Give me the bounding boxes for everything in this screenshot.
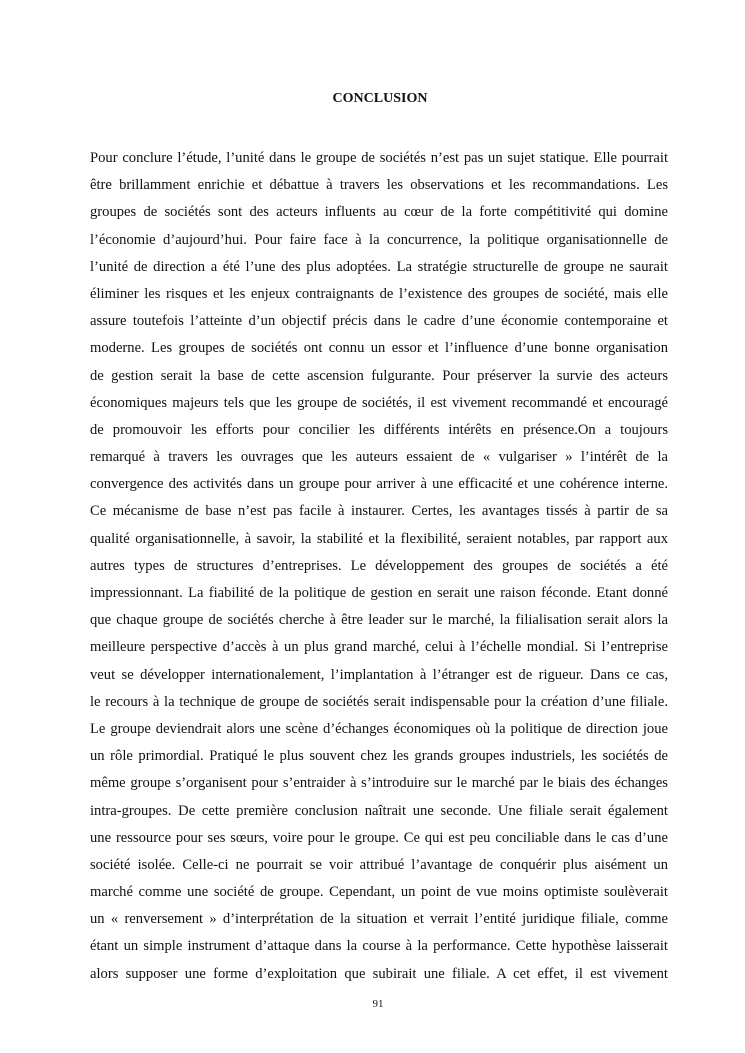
text-line: être brillamment enrichie et débattue à travers les observations et les recommandations. Les [90, 177, 668, 194]
text-line: le recours à la technique de groupe de sociétés serait indispensable pour la création d’une filiale. [90, 693, 668, 710]
text-line: de gestion serait la base de cette ascension fulgurante. Pour préserver la survie des acteurs [90, 367, 668, 384]
text-line: remarqué à travers les ouvrages que les auteurs essaient de « vulgariser » l’intérêt de la [90, 449, 668, 466]
text-line: économiques majeurs tels que les groupe de sociétés, il est vivement recommandé et encouragé [90, 394, 668, 411]
text-line: groupes de sociétés sont des acteurs influents au cœur de la forte compétitivité qui domine [90, 204, 668, 221]
text-line: étant un simple instrument d’attaque dans la course à la performance. Cette hypothèse laisserait [90, 938, 668, 955]
section-title: CONCLUSION [332, 91, 428, 106]
text-line: assure toutefois l’atteinte d’un objectif précis dans le cadre d’une économie contemporaine et [90, 313, 668, 330]
text-line: éliminer les risques et les enjeux contraignants de l’existence des groupes de société, mais elle [90, 285, 668, 302]
text-line: société isolée. Celle-ci ne pourrait se voir attribué l’avantage de conquérir plus aisément un [90, 856, 668, 873]
text-line: alors supposer une forme d’exploitation que subirait une filiale. A cet effet, il est vivement [90, 965, 668, 982]
text-line: meilleure perspective d’accès à un plus grand marché, celui à l’échelle mondial. Si l’entreprise [90, 639, 668, 656]
text-line: une ressource pour ses sœurs, voire pour le groupe. Ce qui est peu conciliable dans le cas d’une [90, 829, 668, 846]
body-paragraph [90, 145, 668, 988]
text-line: l’unité de direction a été l’une des plus adoptées. La stratégie structurelle de groupe ne saurait [90, 258, 668, 275]
text-line: impressionnant. La fiabilité de la politique de gestion en serait une raison féconde. Etant donné [90, 585, 668, 601]
text-line: intra-groupes. De cette première conclusion naîtrait une seconde. Une filiale serait également [90, 802, 668, 819]
text-line: un rôle primordial. Pratiqué le plus souvent chez les grands groupes industriels, les sociétés de [90, 748, 668, 765]
text-line: Ce mécanisme de base n’est pas facile à instaurer. Certes, les avantages tissés à partir de sa [90, 503, 668, 520]
text-line: veut se développer internationalement, l’implantation à l’étranger est de rigueur. Dans ce cas, [90, 666, 668, 683]
text-line: un « renversement » d’interprétation de la situation et verrait l’entité juridique filiale, comme [90, 911, 668, 928]
text-line: que chaque groupe de sociétés cherche à être leader sur le marché, la filialisation serait alors la [90, 612, 668, 629]
text-line: marché comme une société de groupe. Cependant, un point de vue moins optimiste soulèverait [90, 884, 668, 901]
text-line: moderne. Les groupes de sociétés ont connu un essor et l’influence d’une bonne organisation [90, 340, 668, 357]
page-number: 91 [372, 998, 384, 1010]
text-line: de promouvoir les efforts pour concilier les différents intérêts en présence.On a toujours [90, 421, 668, 438]
text-line: l’économie d’aujourd’hui. Pour faire face à la concurrence, la politique organisationnelle de [90, 231, 668, 248]
text-line: convergence des activités dans un groupe pour arriver à une efficacité et une cohérence interne. [90, 476, 668, 493]
text-line: même groupe s’organisent pour s’entraider à s’introduire sur le marché par le biais des échanges [90, 775, 668, 792]
text-line: Le groupe deviendrait alors une scène d’échanges économiques où la politique de direction joue [90, 720, 668, 737]
text-line: qualité organisationnelle, à savoir, la stabilité et la flexibilité, seraient notables, par rapport aux [90, 530, 668, 547]
text-line: Pour conclure l’étude, l’unité dans le groupe de sociétés n’est pas un sujet statique. Elle pourrait [90, 150, 668, 166]
text-line: autres types de structures d’entreprises. Le développement des groupes de sociétés a été [90, 557, 668, 574]
